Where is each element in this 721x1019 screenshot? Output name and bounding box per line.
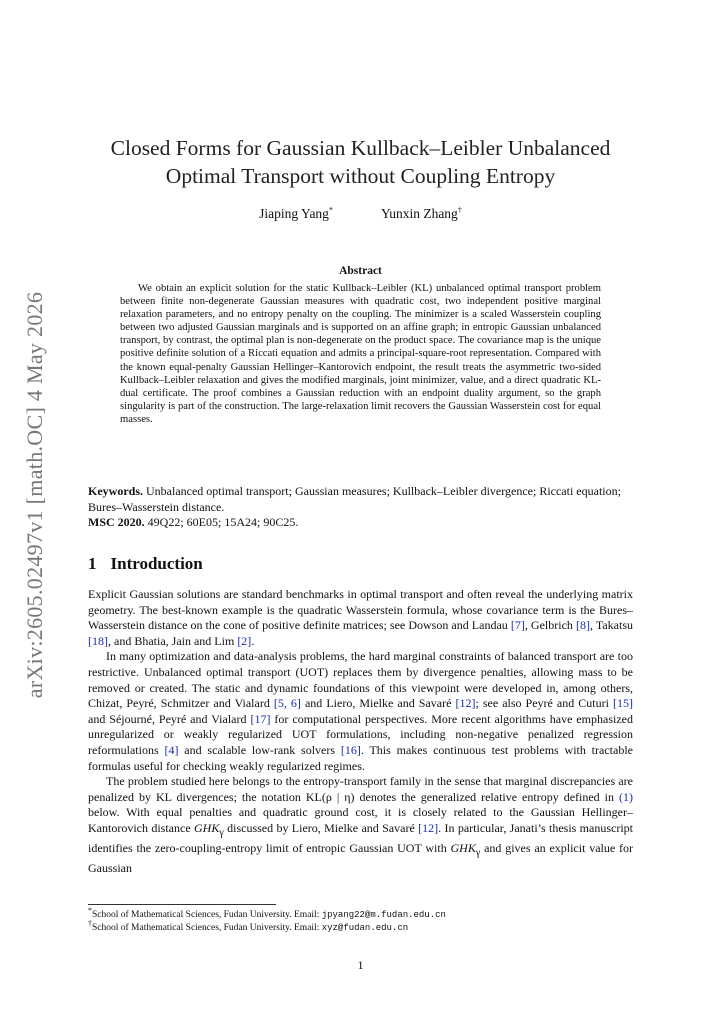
author-list — [88, 206, 633, 222]
text-run: , Takatsu — [590, 618, 634, 633]
footnote-1 — [88, 905, 446, 921]
keywords-block — [88, 484, 633, 531]
text-run: and gives an explicit value for Gaussian — [88, 840, 633, 875]
section-heading — [88, 554, 203, 574]
paragraph-2 — [88, 649, 633, 774]
paragraph-3 — [88, 774, 633, 876]
citation-link[interactable]: [2] — [237, 633, 252, 648]
citation-link[interactable]: [12] — [455, 696, 476, 711]
text-run: ; see also Peyré and Cuturi — [475, 696, 614, 711]
arxiv-id: arXiv:2605.02497v1 [math.OC] 4 May 2026 — [22, 291, 47, 699]
paper-title — [88, 134, 633, 190]
math-ghk: GHK — [194, 820, 220, 835]
section-number: 1 — [88, 554, 97, 573]
equation-link[interactable]: (1) — [619, 789, 633, 804]
citation-link[interactable]: [15] — [613, 696, 634, 711]
text-run: for computational perspectives. More recent algorithms have emphasized unregularized or weakly regularized UOT formulations, including non-negative penalized regression reformulations — [88, 711, 633, 757]
citation-link[interactable]: [8] — [576, 618, 590, 633]
text-run: , and Bhatia, Jain and Lim — [108, 633, 238, 648]
text-run: . In particular, Janati’s thesis manuscript identifies the zero-coupling-entropy limit of entropic Gaussian UOT with — [88, 820, 634, 855]
text-run: , Gelbrich — [524, 618, 576, 633]
math-subscript: γ — [219, 827, 224, 839]
msc-label: MSC 2020. — [88, 515, 145, 529]
footnote-mark: † — [88, 918, 92, 928]
keywords-text: Unbalanced optimal transport; Gaussian measures; Kullback–Leibler divergence; Riccati equation; Bures–Wasserstein distance. — [88, 484, 621, 514]
page-number: 1 — [357, 958, 364, 972]
math-subscript: γ — [475, 847, 481, 859]
body-text — [88, 587, 633, 876]
author-name: Yunxin Zhang — [380, 206, 458, 221]
keywords-label: Keywords. — [88, 484, 143, 498]
footnote-mark: † — [457, 205, 462, 215]
citation-link[interactable]: [16] — [340, 742, 361, 757]
text-run: Explicit Gaussian solutions are standard benchmarks in optimal transport and often reveal the underlying matrix geometry. The best-known example is the quadratic Wasserstein formula, whose covariance term is the Bures–Wasserstein distance on the cone of positive definite matrices; see Dowson and Landau — [88, 587, 633, 633]
text-run: discussed by Liero, Mielke and Savaré — [223, 820, 419, 835]
footnote-rule — [88, 904, 276, 905]
paragraph-1 — [88, 587, 633, 649]
author-1 — [259, 206, 333, 221]
text-run: . This makes continuous test problems with tractable formulas useful for checking weakly regularized regimes. — [88, 742, 633, 773]
abstract-text: We obtain an explicit solution for the static Kullback–Leibler (KL) unbalanced optimal transport problem between finite non-degenerate Gaussian measures with quadratic cost, two independent positive marginal relaxation parameters, and no entropy penalty on the coupling. The minimizer is a scaled Wasserstein coupling between two adjusted Gaussian marginals and is supported on an affine graph; in entropic Gaussian unbalanced transport, by contrast, the optimal plan is non-degenerate on the product space. The covariance map is the unique positive definite solution of a Riccati equation and admits a principal-square-root representation. Compared with the known equal-penalty Gaussian Hellinger–Kantorovich endpoint, the result treats the asymmetric two-sided Kullback–Leibler relaxation and gives the modified marginals, joint minimizer, value, and a direct quadratic KL-dual certificate. The proof combines a Gaussian reduction with an endpoint duality argument, so the graph singularity is part of the construction. The large-relaxation limit recovers the Gaussian Wasserstein cost for equal masses. — [120, 283, 601, 425]
citation-link[interactable]: [12] — [418, 820, 439, 835]
email-link[interactable]: jpyang22@m.fudan.edu.cn — [321, 910, 446, 920]
citation-link[interactable]: [4] — [164, 742, 179, 757]
math-ghk: GHK — [450, 840, 476, 855]
footnote-2 — [88, 918, 409, 934]
msc-text: 49Q22; 60E05; 15A24; 90C25. — [147, 515, 299, 529]
arxiv-stamp — [20, 285, 50, 705]
title-line-2: Optimal Transport without Coupling Entropy — [165, 164, 556, 188]
abstract-heading: Abstract — [339, 265, 382, 277]
text-run: and Liero, Mielke and Savaré — [300, 696, 456, 711]
text-run: In many optimization and data-analysis problems, the hard marginal constraints of balanced transport are too restrictive. Unbalanced optimal transport (UOT) replaces them by divergence penalties, allowing mass to be removed or created. The static and dynamic foundations of this viewpoint were developed in, among others, Chizat, Peyré, Schmitzer and Vialard — [88, 649, 633, 711]
title-line-1: Closed Forms for Gaussian Kullback–Leibler Unbalanced — [110, 136, 611, 160]
email-link[interactable]: xyz@fudan.edu.cn — [321, 923, 409, 933]
footnote-text: School of Mathematical Sciences, Fudan University. Email: — [92, 910, 322, 920]
footnote-mark: * — [328, 205, 333, 215]
author-name: Jiaping Yang — [259, 206, 329, 221]
text-run: The problem studied here belongs to the entropy-transport family in the sense that marginal discrepancies are penalized by KL divergences; the notation KL(ρ | η) denotes the generalized relative entropy defined in — [88, 774, 633, 804]
text-run: and scalable low-rank solvers — [178, 742, 341, 757]
footnote-text: School of Mathematical Sciences, Fudan University. Email: — [92, 923, 322, 933]
citation-link[interactable]: [17] — [250, 711, 271, 726]
section-title: Introduction — [110, 554, 203, 573]
footnote-mark: * — [88, 905, 92, 915]
text-run: and Séjourné, Peyré and Vialard — [88, 711, 251, 726]
author-2 — [381, 206, 462, 221]
text-run: below. With equal penalties and quadratic ground cost, it is closely related to the Gaussian Hellinger–Kantorovich distance — [88, 805, 633, 835]
text-run: . — [251, 633, 255, 648]
citation-link[interactable]: [18] — [88, 633, 108, 648]
citation-link[interactable]: [7] — [510, 618, 525, 633]
citation-link[interactable]: [5, 6] — [273, 696, 301, 711]
